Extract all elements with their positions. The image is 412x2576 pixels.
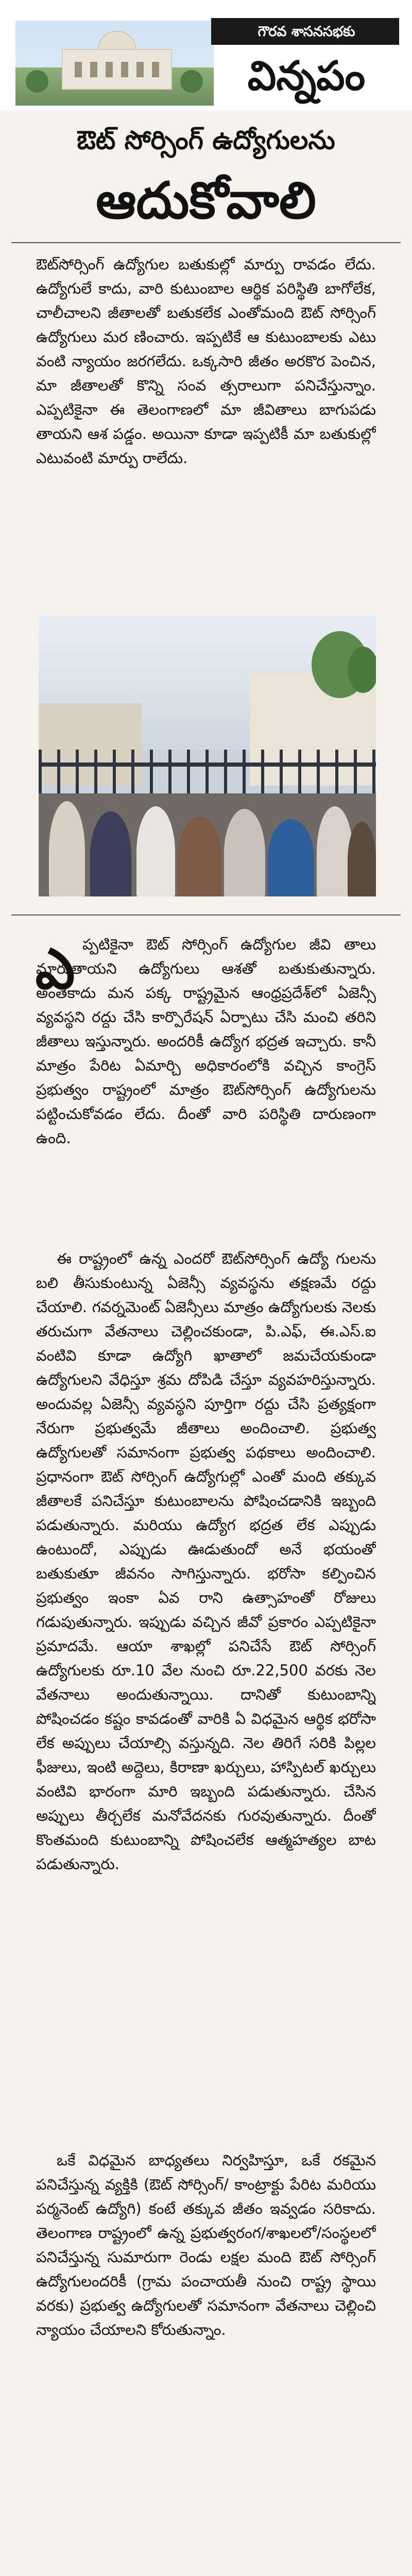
masthead-header: [0, 0, 412, 111]
building-window: [152, 62, 159, 77]
headline-line-1: ఔట్ సోర్సింగ్ ఉద్యోగులను: [77, 125, 335, 155]
paragraph-2: ఈ రాష్ట్రంలో ఉన్న ఎందరో ఔట్‌సోర్సింగ్ ఉద్యో గులను బలి తీసుకుంటున్న ఏజెన్సీ వ్యవస్థను తక్షణమే రద్దు చేయాలి. గవర్నమెంట్ ఏజెన్సీలు మాత్రం ఉద్యోగులకు నెలకు తరుచుగా వేతనాలు చెల్లించకుండా, పి.ఎఫ్, ఈ.ఎస్.ఐ వంటివి కూడా ఉద్యోగి ఖాతాలో జమచేయకుండా ఉద్యోగులని వేధిస్తూ శ్రమ దోపిడి చేస్తూ వ్యవహరిస్తున్నారు. అందువల్ల ఏజెన్సీ వ్యవస్థని పూర్తిగా రద్దు చేసి ప్రత్యక్షంగా నేరుగా ప్రభుత్వమే జీతాలు అందించాలి. ప్రభుత్వ ఉద్యోగులతో సమానంగా ప్రభుత్వ పథకాలు అందించాలి. ప్రధానంగా ఔట్ సోర్సింగ్ ఉద్యోగుల్లో ఎంతో మంది తక్కువ జీతాలకే పనిచేస్తూ కుటుంబాలను పోషించడానికి ఇబ్బంది పడుతున్నారు. మరియు ఉద్యోగ భద్రత లేక ఎప్పుడు ఉంటుందో, ఎప్పుడు ఊడుతుందో అనే భయంతో బతుకుతూ జీవనం సాగిస్తున్నారు. భరోసా కల్పించిన ప్రభుత్వం ఇంకా ఏవ రాని ఉత్సాహంతో రోజులు గడుపుతున్నారు. ఇప్పుడు వచ్చిన జీవో ప్రకారం ఎప్పటికైనా ప్రమాదమే. ఆయా శాఖల్లో పనిచేసే ఔట్ సోర్సింగ్ ఉద్యోగులకు రూ.10 వేల నుంచి రూ.22,500 వరకు నెల వేతనాలు అందుతున్నాయి. దానితో కుటుంబాన్ని పోషించడం కష్టం కావడంతో వారికి ఏ విధమైన ఆర్థిక భరోసా లేక అప్పులు చేయాల్సి వస్తున్నది. నెల తిరిగే సరికి పిల్లల ఫీజులు, ఇంటి అద్దెలు, కిరాణా ఖర్చులు, హాస్పిటల్ ఖర్చులు వంటివి భారంగా మారి ఇబ్బంది పడుతున్నారు. చేసిన అప్పులు తీర్చలేక మనోవేదనకు గురవుతున్నారు. దీంతో కొంతమంది కుటుంబాన్ని పోషించలేక ఆత్మహత్యల బాట పడుతున్నారు.: [36, 1250, 376, 1873]
drop-cap: ఎ: [35, 937, 75, 1002]
photo-person: [49, 801, 85, 896]
photo-person: [178, 817, 221, 896]
building-window: [136, 62, 144, 77]
masthead-tagline: గౌరవ శాసనసభకు: [258, 24, 355, 40]
photo-palm-tree: [348, 647, 376, 693]
photo-person: [348, 822, 376, 896]
tree: [26, 70, 48, 93]
masthead-title: విన్నపం: [247, 53, 366, 99]
photo-person: [268, 819, 314, 896]
tree: [180, 70, 203, 93]
building-window: [90, 62, 97, 77]
photo-person: [90, 811, 131, 896]
building-window: [106, 62, 113, 77]
photo-person: [136, 806, 175, 896]
building-window: [75, 62, 82, 77]
paragraph-3: ఒకే విధమైన బాధ్యతలు నిర్వహిస్తూ, ఒకే రకమైన పనిచేస్తున్న వ్యక్తికి (ఔట్ సోర్సింగ్/ కాంట్రాక్టు పేరిట మరియు పర్మనెంట్ ఉద్యోగి) కంటే తక్కువ జీతం ఇవ్వడం సరికాదు. తెలంగాణ రాష్ట్రంలో ఉన్న ప్రభుత్వరంగ/శాఖలలో/సంస్థలలో పనిచేస్తున్న సుమారుగా రెండు లక్షల మంది ఔట్ సోర్సింగ్ ఉద్యోగులందరికీ (గ్రామ పంచాయతీ నుంచి రాష్ట్ర స్థాయి వరకు) ప్రభుత్వ ఉద్యోగులతో సమానంగా వేతనాలు చెల్లించి న్యాయం చేయాలని కోరుతున్నాం.: [36, 2151, 376, 2338]
assembly-building-photo: [15, 21, 214, 106]
protest-photo: [39, 616, 376, 896]
paragraph-1: ప్పటికైనా ఔట్ సోర్సింగ్ ఉద్యోగుల జీవి తాలు మారుతాయని ఉద్యోగులు ఆశతో బతుకుతున్నారు. అంతేకాదు మన పక్క రాష్ట్రమైన ఆంధ్రప్రదేశ్‌లో ఏజెన్సీ వ్యవస్థని రద్దు చేసి కార్పొరేషన్ ఏర్పాటు చేసి మంచి తరిని జీతాలు ఇస్తున్నారు. అందరికీ ఉద్యోగ భద్రత ఇచ్చారు. కానీ మాత్రం పేరిట ఏమార్చి అధికారంలోకి వచ్చిన కాంగ్రెస్ ప్రభుత్వం రాష్ట్రంలో మాత్రం ఔట్‌సోర్సింగ్ ఉద్యోగులను పట్టించుకోవడం లేదు. దీంతో వారి పరిస్థితి దారుణంగా ఉంది.: [36, 936, 376, 1147]
intro-paragraph: ఔట్‌సోర్సింగ్ ఉద్యోగుల బతుకుల్లో మార్పు రావడం లేదు. ఉద్యోగులే కాదు, వారి కుటుంబాల ఆర్థిక పరిస్థితి బాగోలేక, చాలీచాలని జీతాలతో బతుకలేక ఎంతోమంది ఔట్ సోర్సింగ్ ఉద్యోగులు మర ణించారు. ఇప్పటికే ఆ కుటుంబాలకు ఎటు వంటి న్యాయం జరగలేదు. ఒక్కసారి జీతం అరకొర పెంచిన, మా జీతాలతో కొన్ని సంవ త్సరాలుగా పనిచేస్తున్నాం. ఎప్పటికైనా ఈ తెలంగాణలో మా జీవితాలు బాగుపడు తాయని ఆశ పడ్డం. అయినా కూడా ఇప్పటికీ మా బతుకుల్లో ఎటువంటి మార్పు రాలేదు.: [36, 256, 376, 467]
headline-line-2: ఆదుకోవాలి: [96, 172, 316, 230]
photo-person: [224, 809, 265, 896]
building-window: [121, 62, 128, 77]
divider: [11, 914, 401, 916]
divider: [11, 242, 401, 243]
photo-gate-rail: [39, 762, 376, 767]
